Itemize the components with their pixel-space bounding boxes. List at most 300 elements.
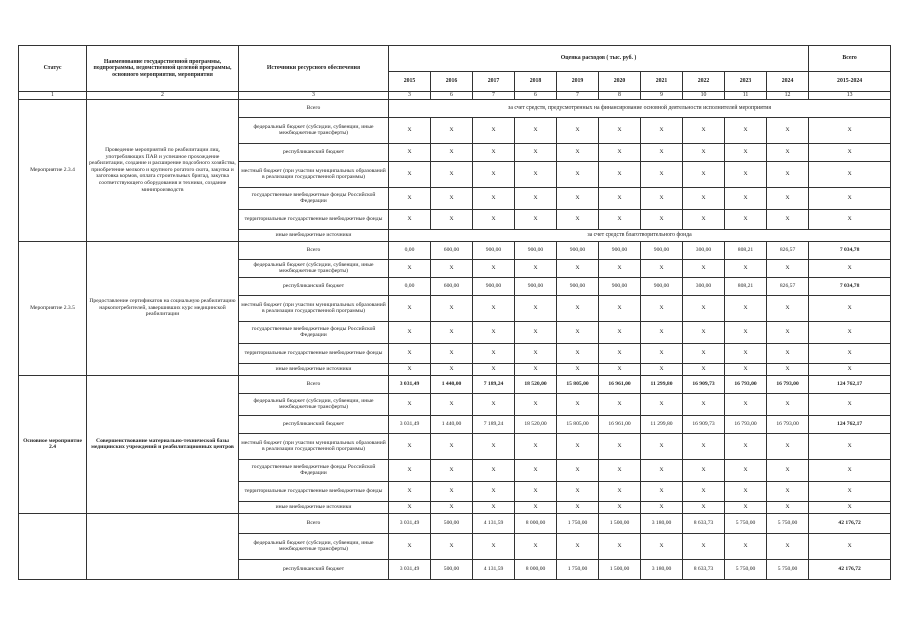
x-cell: X (767, 209, 809, 229)
x-cell: X (431, 117, 473, 143)
x-cell: X (515, 393, 557, 415)
value-cell: 1 440,00 (431, 415, 473, 433)
x-cell: X (725, 433, 767, 459)
source-label-cell: республиканский бюджет (239, 143, 389, 161)
x-cell: X (683, 501, 725, 513)
x-cell: X (767, 533, 809, 559)
x-cell: X (641, 295, 683, 321)
x-cell: X (557, 501, 599, 513)
x-cell: X (515, 295, 557, 321)
table-row (19, 99, 891, 117)
row-status-cell: Мероприятие 2.3.4 (19, 99, 87, 241)
x-cell: X (599, 363, 641, 375)
header-source: Источники ресурсного обеспечения (239, 46, 389, 92)
value-cell: 500,00 (431, 513, 473, 533)
x-cell: X (683, 433, 725, 459)
index-cell: 7 (473, 92, 515, 100)
x-cell: X (389, 259, 431, 277)
value-cell: 16 793,00 (767, 375, 809, 393)
x-cell: X (641, 393, 683, 415)
x-cell: X (767, 433, 809, 459)
x-cell: X (431, 187, 473, 209)
value-cell: 826,57 (767, 277, 809, 295)
x-cell: X (683, 161, 725, 187)
x-cell: X (809, 433, 891, 459)
value-cell: 3 031,49 (389, 375, 431, 393)
x-cell: X (431, 161, 473, 187)
value-cell: 124 762,17 (809, 375, 891, 393)
source-label-cell: республиканский бюджет (239, 277, 389, 295)
value-cell: 3 180,00 (641, 513, 683, 533)
source-label-cell: федеральный бюджет (субсидии, субвенции, иные межбюджетные трансферты) (239, 259, 389, 277)
year-cell: 2023 (725, 72, 767, 92)
index-cell: 13 (809, 92, 891, 100)
x-cell: X (809, 321, 891, 343)
x-cell: X (431, 501, 473, 513)
header-estimate: Оценка расходов ( тыс. руб. ) (389, 46, 809, 72)
value-cell: 42 176,72 (809, 559, 891, 579)
table-body (19, 99, 891, 579)
x-cell: X (767, 393, 809, 415)
source-label-cell: территориальные государственные внебюджетные фонды (239, 209, 389, 229)
value-cell: 16 793,00 (725, 415, 767, 433)
year-cell: 2020 (599, 72, 641, 92)
index-cell: 6 (515, 92, 557, 100)
x-cell: X (599, 295, 641, 321)
value-cell: 900,00 (641, 241, 683, 259)
value-cell: 600,00 (431, 277, 473, 295)
x-cell: X (557, 433, 599, 459)
year-cell: 2024 (767, 72, 809, 92)
x-cell: X (431, 209, 473, 229)
x-cell: X (725, 143, 767, 161)
x-cell: X (725, 321, 767, 343)
merged-note-cell: за счет средств, предусмотренных на финансирование основной деятельности исполнителей мероприятия (389, 99, 891, 117)
x-cell: X (683, 295, 725, 321)
x-cell: X (599, 393, 641, 415)
year-cell: 2016 (431, 72, 473, 92)
x-cell: X (767, 259, 809, 277)
year-cell: 2017 (473, 72, 515, 92)
x-cell: X (389, 459, 431, 481)
x-cell: X (641, 143, 683, 161)
x-cell: X (557, 187, 599, 209)
index-cell: 7 (557, 92, 599, 100)
x-cell: X (809, 343, 891, 363)
year-cell: 2018 (515, 72, 557, 92)
source-label-cell: Всего (239, 513, 389, 533)
x-cell: X (725, 161, 767, 187)
x-cell: X (599, 481, 641, 501)
x-cell: X (767, 481, 809, 501)
value-cell: 900,00 (599, 241, 641, 259)
value-cell: 18 520,00 (515, 415, 557, 433)
x-cell: X (809, 187, 891, 209)
source-label-cell: Всего (239, 99, 389, 117)
x-cell: X (389, 533, 431, 559)
x-cell: X (473, 459, 515, 481)
x-cell: X (767, 161, 809, 187)
value-cell: 8 000,00 (515, 513, 557, 533)
x-cell: X (683, 363, 725, 375)
value-cell: 8 633,73 (683, 513, 725, 533)
x-cell: X (809, 501, 891, 513)
source-label-cell: местный бюджет (при участии муниципальных образований в реализации государственной программы) (239, 161, 389, 187)
value-cell: 15 805,00 (557, 375, 599, 393)
x-cell: X (473, 295, 515, 321)
x-cell: X (683, 533, 725, 559)
value-cell: 300,00 (683, 277, 725, 295)
row-name-cell (87, 513, 239, 579)
x-cell: X (557, 295, 599, 321)
source-label-cell: федеральный бюджет (субсидии, субвенции, иные межбюджетные трансферты) (239, 393, 389, 415)
x-cell: X (641, 363, 683, 375)
value-cell: 1 750,00 (557, 513, 599, 533)
index-cell: 3 (239, 92, 389, 100)
source-label-cell: Всего (239, 375, 389, 393)
x-cell: X (473, 533, 515, 559)
index-cell: 12 (767, 92, 809, 100)
x-cell: X (431, 363, 473, 375)
source-label-cell: иные внебюджетные источники (239, 501, 389, 513)
value-cell: 8 633,73 (683, 559, 725, 579)
value-cell: 808,21 (725, 241, 767, 259)
x-cell: X (809, 363, 891, 375)
value-cell: 1 500,00 (599, 559, 641, 579)
source-label-cell: иные внебюджетные источники (239, 229, 389, 241)
x-cell: X (473, 143, 515, 161)
x-cell: X (683, 393, 725, 415)
value-cell: 42 176,72 (809, 513, 891, 533)
x-cell: X (599, 117, 641, 143)
x-cell: X (473, 321, 515, 343)
value-cell: 16 909,73 (683, 415, 725, 433)
source-label-cell: территориальные государственные внебюджетные фонды (239, 343, 389, 363)
value-cell: 3 180,00 (641, 559, 683, 579)
x-cell: X (431, 459, 473, 481)
x-cell: X (557, 459, 599, 481)
value-cell: 0,00 (389, 241, 431, 259)
x-cell: X (641, 343, 683, 363)
merged-note-cell: за счет средств благотворительного фонда (389, 229, 891, 241)
x-cell: X (641, 533, 683, 559)
source-label-cell: местный бюджет (при участии муниципальных образований в реализации государственной программы) (239, 295, 389, 321)
x-cell: X (641, 501, 683, 513)
x-cell: X (473, 259, 515, 277)
x-cell: X (431, 259, 473, 277)
x-cell: X (515, 481, 557, 501)
x-cell: X (599, 501, 641, 513)
x-cell: X (431, 143, 473, 161)
index-cell: 9 (641, 92, 683, 100)
x-cell: X (515, 343, 557, 363)
value-cell: 16 909,73 (683, 375, 725, 393)
x-cell: X (599, 187, 641, 209)
x-cell: X (641, 209, 683, 229)
x-cell: X (767, 501, 809, 513)
x-cell: X (557, 209, 599, 229)
x-cell: X (515, 533, 557, 559)
x-cell: X (557, 143, 599, 161)
x-cell: X (473, 393, 515, 415)
x-cell: X (389, 433, 431, 459)
x-cell: X (725, 259, 767, 277)
value-cell: 3 031,49 (389, 513, 431, 533)
value-cell: 1 440,00 (431, 375, 473, 393)
x-cell: X (389, 481, 431, 501)
value-cell: 900,00 (557, 277, 599, 295)
x-cell: X (683, 343, 725, 363)
value-cell: 18 520,00 (515, 375, 557, 393)
x-cell: X (767, 363, 809, 375)
x-cell: X (767, 187, 809, 209)
value-cell: 16 793,00 (725, 375, 767, 393)
source-label-cell: Всего (239, 241, 389, 259)
value-cell: 124 762,17 (809, 415, 891, 433)
x-cell: X (641, 187, 683, 209)
x-cell: X (557, 343, 599, 363)
source-label-cell: иные внебюджетные источники (239, 363, 389, 375)
value-cell: 900,00 (557, 241, 599, 259)
x-cell: X (725, 533, 767, 559)
x-cell: X (641, 259, 683, 277)
x-cell: X (683, 143, 725, 161)
x-cell: X (557, 259, 599, 277)
index-cell: 1 (19, 92, 87, 100)
x-cell: X (725, 501, 767, 513)
x-cell: X (599, 143, 641, 161)
x-cell: X (473, 501, 515, 513)
value-cell: 500,00 (431, 559, 473, 579)
x-cell: X (389, 363, 431, 375)
x-cell: X (473, 433, 515, 459)
x-cell: X (809, 393, 891, 415)
value-cell: 900,00 (473, 277, 515, 295)
value-cell: 900,00 (515, 277, 557, 295)
x-cell: X (809, 295, 891, 321)
value-cell: 4 131,59 (473, 513, 515, 533)
x-cell: X (515, 321, 557, 343)
x-cell: X (767, 117, 809, 143)
x-cell: X (473, 363, 515, 375)
value-cell: 4 131,59 (473, 559, 515, 579)
table-row (19, 375, 891, 393)
x-cell: X (473, 187, 515, 209)
x-cell: X (683, 321, 725, 343)
row-status-cell (19, 513, 87, 579)
x-cell: X (389, 295, 431, 321)
x-cell: X (725, 295, 767, 321)
source-label-cell: территориальные государственные внебюджетные фонды (239, 481, 389, 501)
value-cell: 11 299,80 (641, 375, 683, 393)
x-cell: X (599, 209, 641, 229)
x-cell: X (599, 321, 641, 343)
x-cell: X (683, 259, 725, 277)
header-total: Всего (809, 46, 891, 72)
x-cell: X (767, 295, 809, 321)
x-cell: X (515, 459, 557, 481)
x-cell: X (515, 161, 557, 187)
budget-table-sheet (18, 45, 890, 580)
index-row (19, 92, 891, 100)
x-cell: X (515, 187, 557, 209)
page-bottom-margin (18, 590, 890, 640)
value-cell: 7 034,78 (809, 277, 891, 295)
value-cell: 5 750,00 (725, 513, 767, 533)
row-status-cell: Мероприятие 2.3.5 (19, 241, 87, 375)
header-status: Статус (19, 46, 87, 92)
row-name-cell: Предоставление сертификатов на социальную реабилитацию наркопотребителей, завершивших курс медицинской реабилитации (87, 241, 239, 375)
value-cell: 1 750,00 (557, 559, 599, 579)
x-cell: X (389, 501, 431, 513)
value-cell: 16 793,00 (767, 415, 809, 433)
x-cell: X (725, 187, 767, 209)
x-cell: X (515, 209, 557, 229)
x-cell: X (515, 143, 557, 161)
source-label-cell: федеральный бюджет (субсидии, субвенции, иные межбюджетные трансферты) (239, 117, 389, 143)
value-cell: 900,00 (641, 277, 683, 295)
index-cell: 2 (87, 92, 239, 100)
x-cell: X (599, 259, 641, 277)
value-cell: 808,21 (725, 277, 767, 295)
x-cell: X (389, 187, 431, 209)
x-cell: X (389, 343, 431, 363)
x-cell: X (431, 393, 473, 415)
x-cell: X (557, 481, 599, 501)
budget-table (18, 45, 891, 580)
x-cell: X (641, 117, 683, 143)
year-cell: 2021 (641, 72, 683, 92)
x-cell: X (767, 459, 809, 481)
x-cell: X (683, 481, 725, 501)
source-label-cell: государственные внебюджетные фонды Российской Федерации (239, 321, 389, 343)
value-cell: 16 961,00 (599, 375, 641, 393)
index-cell: 6 (431, 92, 473, 100)
x-cell: X (809, 481, 891, 501)
year-cell: 2015 (389, 72, 431, 92)
index-cell: 10 (683, 92, 725, 100)
x-cell: X (515, 363, 557, 375)
x-cell: X (599, 533, 641, 559)
x-cell: X (389, 143, 431, 161)
x-cell: X (725, 393, 767, 415)
value-cell: 0,00 (389, 277, 431, 295)
x-cell: X (809, 533, 891, 559)
x-cell: X (515, 501, 557, 513)
table-row (19, 241, 891, 259)
x-cell: X (557, 117, 599, 143)
value-cell: 5 750,00 (767, 559, 809, 579)
x-cell: X (431, 321, 473, 343)
value-cell: 300,00 (683, 241, 725, 259)
x-cell: X (557, 363, 599, 375)
x-cell: X (641, 459, 683, 481)
source-label-cell: государственные внебюджетные фонды Российской Федерации (239, 187, 389, 209)
index-cell: 8 (599, 92, 641, 100)
x-cell: X (473, 161, 515, 187)
x-cell: X (725, 209, 767, 229)
year-cell: 2022 (683, 72, 725, 92)
x-cell: X (641, 161, 683, 187)
x-cell: X (725, 117, 767, 143)
x-cell: X (557, 533, 599, 559)
x-cell: X (809, 459, 891, 481)
value-cell: 15 805,00 (557, 415, 599, 433)
value-cell: 1 500,00 (599, 513, 641, 533)
x-cell: X (599, 459, 641, 481)
x-cell: X (473, 209, 515, 229)
x-cell: X (767, 321, 809, 343)
x-cell: X (683, 459, 725, 481)
x-cell: X (515, 433, 557, 459)
index-cell: 3 (389, 92, 431, 100)
header-name: Наименование государственной программы, подпрограммы, ведомственной целевой программы, основного мероприятия, мероприятия (87, 46, 239, 92)
value-cell: 826,57 (767, 241, 809, 259)
value-cell: 11 299,80 (641, 415, 683, 433)
value-cell: 3 031,49 (389, 415, 431, 433)
value-cell: 3 031,49 (389, 559, 431, 579)
x-cell: X (389, 209, 431, 229)
table-row (19, 513, 891, 533)
x-cell: X (389, 161, 431, 187)
x-cell: X (725, 363, 767, 375)
value-cell: 16 961,00 (599, 415, 641, 433)
x-cell: X (557, 321, 599, 343)
x-cell: X (641, 433, 683, 459)
x-cell: X (809, 209, 891, 229)
x-cell: X (725, 343, 767, 363)
x-cell: X (515, 259, 557, 277)
x-cell: X (431, 295, 473, 321)
x-cell: X (809, 143, 891, 161)
x-cell: X (809, 259, 891, 277)
year-cell: 2019 (557, 72, 599, 92)
year-range-cell: 2015-2024 (809, 72, 891, 92)
x-cell: X (557, 161, 599, 187)
row-name-cell: Совершенствование материально-технической базы медицинских учреждений и реабилитационных центров (87, 375, 239, 513)
value-cell: 7 189,24 (473, 415, 515, 433)
row-status-cell: Основное мероприятие 2.4 (19, 375, 87, 513)
x-cell: X (389, 117, 431, 143)
x-cell: X (473, 117, 515, 143)
x-cell: X (557, 393, 599, 415)
x-cell: X (599, 343, 641, 363)
source-label-cell: государственные внебюджетные фонды Российской Федерации (239, 459, 389, 481)
value-cell: 900,00 (515, 241, 557, 259)
x-cell: X (431, 343, 473, 363)
x-cell: X (641, 321, 683, 343)
x-cell: X (473, 343, 515, 363)
x-cell: X (767, 343, 809, 363)
x-cell: X (767, 143, 809, 161)
index-cell: 11 (725, 92, 767, 100)
x-cell: X (641, 481, 683, 501)
x-cell: X (599, 433, 641, 459)
x-cell: X (725, 459, 767, 481)
x-cell: X (683, 187, 725, 209)
value-cell: 5 750,00 (725, 559, 767, 579)
x-cell: X (683, 117, 725, 143)
source-label-cell: федеральный бюджет (субсидии, субвенции, иные межбюджетные трансферты) (239, 533, 389, 559)
value-cell: 7 034,78 (809, 241, 891, 259)
value-cell: 7 189,24 (473, 375, 515, 393)
value-cell: 600,00 (431, 241, 473, 259)
row-name-cell: Проведение мероприятий по реабилитации лиц, употребляющих ПАВ и успешное прохождение реабилитации, создание и расширение подсобного хозяйства, приобретение мелкого и крупного рогатого скота, закупка и заготовка кормов, оплата строительных бригад, закупка соответствующего оборудования и техники, создание минипроизводств (87, 99, 239, 241)
x-cell: X (431, 433, 473, 459)
x-cell: X (683, 209, 725, 229)
value-cell: 8 000,00 (515, 559, 557, 579)
source-label-cell: республиканский бюджет (239, 559, 389, 579)
